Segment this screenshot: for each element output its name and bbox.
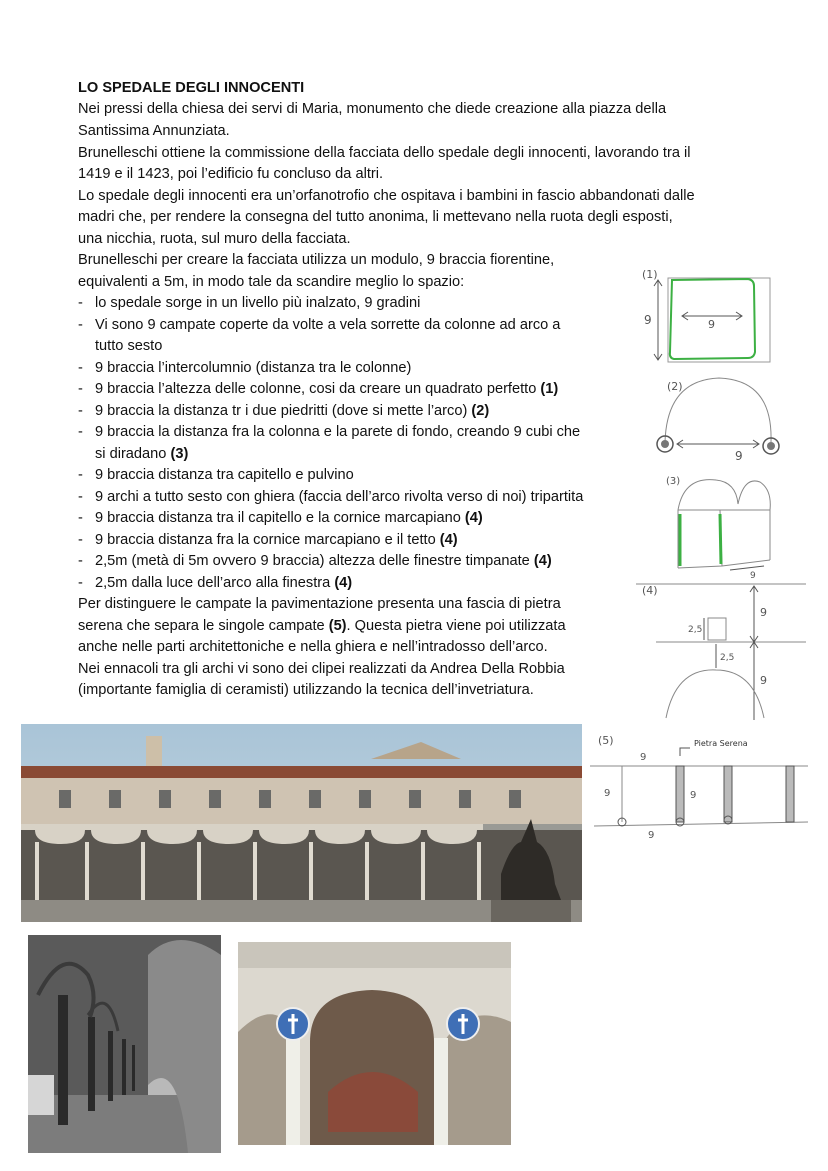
closing-line-4: Nei ennacoli tra gli archi vi sono dei clipei realizzati da Andrea Della Robbia xyxy=(78,661,565,677)
paragraph-3-line-2: madri che, per rendere la consegna del tutto anonima, li mettevano nella ruota degli esposti, xyxy=(78,209,673,225)
svg-text:(3): (3) xyxy=(666,476,681,487)
paragraph-1-line-1: Nei pressi della chiesa dei servi di Maria, monumento che diede creazione alla piazza della xyxy=(78,101,667,117)
sketch-5-floor-plan xyxy=(590,730,810,840)
closing-line-1: Per distinguere le campate la pavimentazione presenta una fascia di pietra xyxy=(78,596,561,612)
closing-line-3: anche nelle parti architettoniche e nella ghiera e nell’intradosso dell’arco. xyxy=(78,639,548,655)
svg-text:9: 9 xyxy=(644,313,652,327)
arches-clipei-photo xyxy=(238,942,511,1145)
svg-text:9: 9 xyxy=(760,674,767,687)
svg-text:9: 9 xyxy=(640,752,647,763)
list-item: - 9 braccia distanza tra il capitello e la cornice marcapiano (4) xyxy=(78,510,483,526)
list-item-continuation: si diradano (3) xyxy=(95,446,189,462)
closing-line-5: (importante famiglia di ceramisti) utilizzando la tecnica dell’invetriatura. xyxy=(78,682,534,698)
paragraph-3-line-3: una nicchia, ruota, sul muro della facciata. xyxy=(78,231,351,247)
svg-text:9: 9 xyxy=(648,830,655,841)
paragraph-1-line-2: Santissima Annunziata. xyxy=(78,123,230,139)
list-item-continuation: tutto sesto xyxy=(95,338,163,354)
paragraph-4-line-1: Brunelleschi per creare la facciata utilizza un modulo, 9 braccia fiorentine, xyxy=(78,252,555,268)
list-item: - lo spedale sorge in un livello più inalzato, 9 gradini xyxy=(78,295,421,311)
document-title: LO SPEDALE DEGLI INNOCENTI xyxy=(78,80,305,96)
list-item: - Vi sono 9 campate coperte da volte a vela sorrette da colonne ad arco a xyxy=(78,317,561,333)
sketch-1-square-module xyxy=(638,262,778,372)
closing-line-2: serena che separa le singole campate (5). Questa pietra viene poi utilizzata xyxy=(78,618,566,634)
svg-text:(4): (4) xyxy=(642,584,658,597)
list-item: - 9 archi a tutto sesto con ghiera (faccia dell’arco rivolta verso di noi) tripartita xyxy=(78,489,584,505)
list-item: - 9 braccia distanza tra capitello e pulvino xyxy=(78,467,354,483)
svg-text:2,5: 2,5 xyxy=(720,653,735,663)
list-item: - 9 braccia la distanza tr i due piedritti (dove si mette l’arco) (2) xyxy=(78,403,490,419)
sketch-2-arch-span xyxy=(645,372,795,467)
paragraph-4-line-2: equivalenti a 5m, in modo tale da scandire meglio lo spazio: xyxy=(78,274,465,290)
list-item: - 2,5m (metà di 5m ovvero 9 braccia) altezza delle finestre timpanate (4) xyxy=(78,553,552,569)
loggia-photo xyxy=(28,935,221,1153)
sketch-4-vertical-dimensions xyxy=(636,578,808,724)
paragraph-2-line-1: Brunelleschi ottiene la commissione della facciata dello spedale degli innocenti, lavorando tra il xyxy=(78,145,691,161)
svg-text:Pietra Serena: Pietra Serena xyxy=(694,739,748,748)
paragraph-2-line-2: 1419 e il 1423, poi l’edificio fu concluso da altri. xyxy=(78,166,384,182)
svg-text:9: 9 xyxy=(760,606,767,619)
sketch-3-cube-vaults xyxy=(660,470,780,580)
paragraph-3-line-1: Lo spedale degli innocenti era un’orfanotrofio che ospitava i bambini in fascio abbandonati dalle xyxy=(78,188,695,204)
list-item: - 9 braccia distanza fra la cornice marcapiano e il tetto (4) xyxy=(78,532,458,548)
svg-text:(2): (2) xyxy=(667,380,683,393)
svg-text:(5): (5) xyxy=(598,734,614,747)
svg-text:9: 9 xyxy=(708,318,715,331)
svg-text:9: 9 xyxy=(735,449,743,463)
svg-text:9: 9 xyxy=(750,571,756,581)
list-item: - 9 braccia la distanza fra la colonna e la parete di fondo, creando 9 cubi che xyxy=(78,424,581,440)
list-item: - 9 braccia l’intercolumnio (distanza tra le colonne) xyxy=(78,360,412,376)
svg-text:2,5: 2,5 xyxy=(688,625,703,635)
facade-photo xyxy=(21,724,582,922)
svg-text:9: 9 xyxy=(604,788,611,799)
list-item: - 9 braccia l’altezza delle colonne, cosi da creare un quadrato perfetto (1) xyxy=(78,381,559,397)
list-item: - 2,5m dalla luce dell’arco alla finestra (4) xyxy=(78,575,353,591)
svg-text:9: 9 xyxy=(690,790,697,801)
svg-text:(1): (1) xyxy=(642,268,658,281)
